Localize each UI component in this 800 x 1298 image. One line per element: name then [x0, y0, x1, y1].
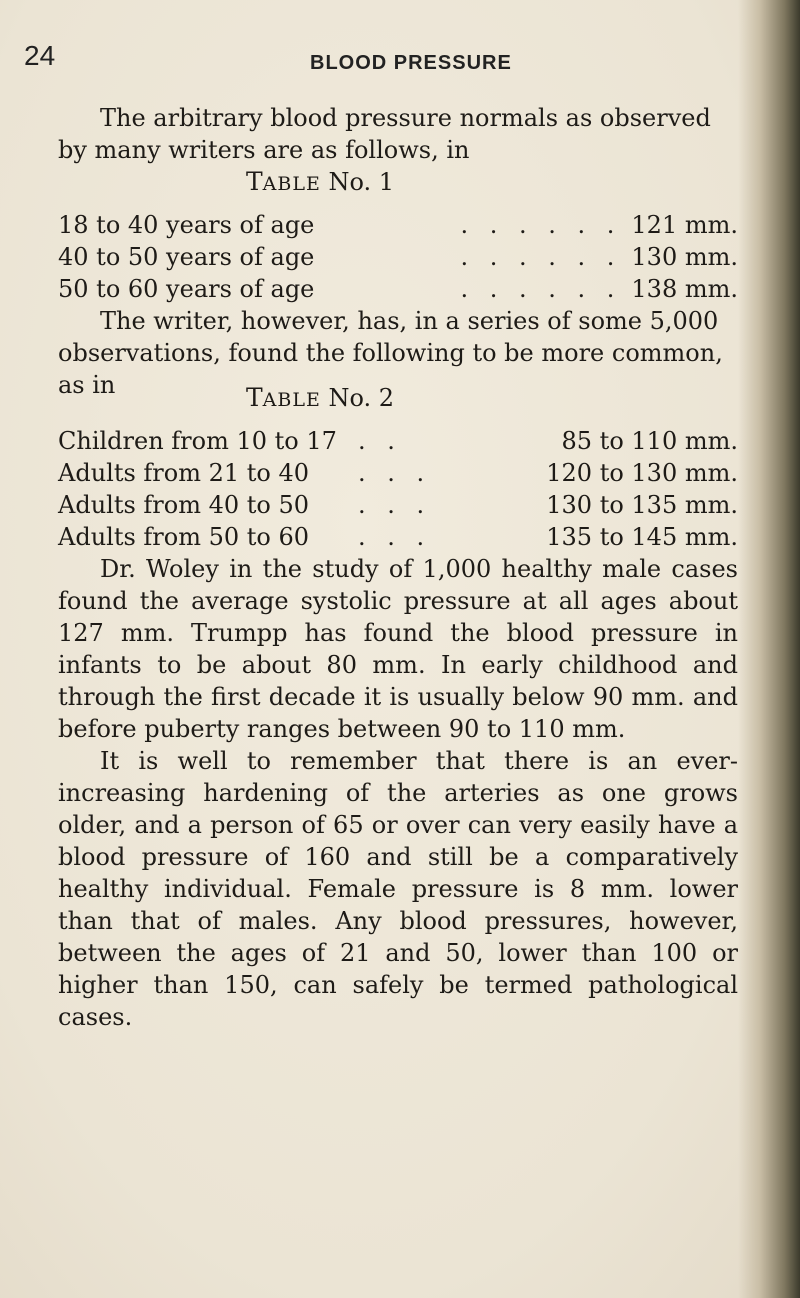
- paragraph-woley-text: Dr. Woley in the study of 1,000 healthy male cases found the average systolic pressure at all ages about 127 mm. Trumpp has found the blood pressure in infants to be about 80 mm. In early childhood and through the first decade it is usually below 90 mm. and before puberty ranges between 90 to 110 mm.: [58, 555, 738, 743]
- row-value: 135 to 145 mm.: [546, 523, 738, 551]
- row-value: 85 to 110 mm.: [561, 427, 738, 455]
- row-label: Adults from 40 to 50: [58, 491, 310, 519]
- page-number: 24: [24, 40, 56, 71]
- intro-paragraph: [58, 102, 738, 166]
- book-binding-edge: [738, 0, 800, 1298]
- table-1-title-cap: T: [245, 167, 263, 196]
- intro-text: The arbitrary blood pressure normals as observed by many writers are as follows, in: [58, 104, 711, 164]
- row-leader-dots: . . .: [358, 491, 432, 519]
- middle-text: The writer, however, has, in a series of some 5,000 observations, found the following to be more common, as in: [58, 307, 723, 399]
- row-label: 18 to 40 years of age: [58, 211, 315, 239]
- row-leader-dots: . .: [358, 427, 402, 455]
- table-row: [58, 521, 738, 553]
- row-label: Children from 10 to 17: [58, 427, 337, 455]
- paragraph-arteries: [58, 745, 738, 1033]
- table-2: [58, 425, 738, 553]
- row-leader-dots: . . .: [358, 459, 432, 487]
- row-leader-dots: . . .: [358, 523, 432, 551]
- table-row: [58, 241, 738, 273]
- row-value: 120 to 130 mm.: [546, 459, 738, 487]
- row-label: 40 to 50 years of age: [58, 243, 315, 271]
- table-1: [58, 209, 738, 305]
- table-1-title-rest: ABLE: [262, 173, 321, 195]
- row-label: 50 to 60 years of age: [58, 275, 315, 303]
- row-value: 121 mm.: [631, 211, 738, 239]
- row-value: 130 to 135 mm.: [546, 491, 738, 519]
- row-value: 138 mm.: [631, 275, 738, 303]
- table-row: [58, 457, 738, 489]
- table-2-title-cap: T: [245, 383, 263, 412]
- row-leader-dots: . . . . . .: [460, 211, 622, 239]
- paragraph-woley: [58, 553, 738, 745]
- paragraph-arteries-text: It is well to remember that there is an ever-increasing hardening of the arteries as one grows older, and a person of 65 or over can very easily have a blood pressure of 160 and still be a comparatively healthy individual. Female pressure is 8 mm. lower than that of males. Any blood pressures, however, between the ages of 21 and 50, lower than 100 or higher than 150, can safely be termed pathological cases.: [58, 747, 738, 1031]
- table-2-title: [0, 382, 720, 416]
- table-row: [58, 489, 738, 521]
- table-row: [58, 209, 738, 241]
- row-leader-dots: . . . . . .: [460, 275, 622, 303]
- row-value: 130 mm.: [631, 243, 738, 271]
- table-1-title: [0, 166, 720, 200]
- row-label: Adults from 50 to 60: [58, 523, 310, 551]
- table-row: [58, 425, 738, 457]
- row-label: Adults from 21 to 40: [58, 459, 310, 487]
- table-2-title-rest: ABLE: [262, 389, 321, 411]
- table-row: [58, 273, 738, 305]
- table-1-title-number: No. 1: [328, 168, 395, 196]
- row-leader-dots: . . . . . .: [460, 243, 622, 271]
- table-2-title-number: No. 2: [328, 384, 395, 412]
- running-head: BLOOD PRESSURE: [310, 52, 512, 74]
